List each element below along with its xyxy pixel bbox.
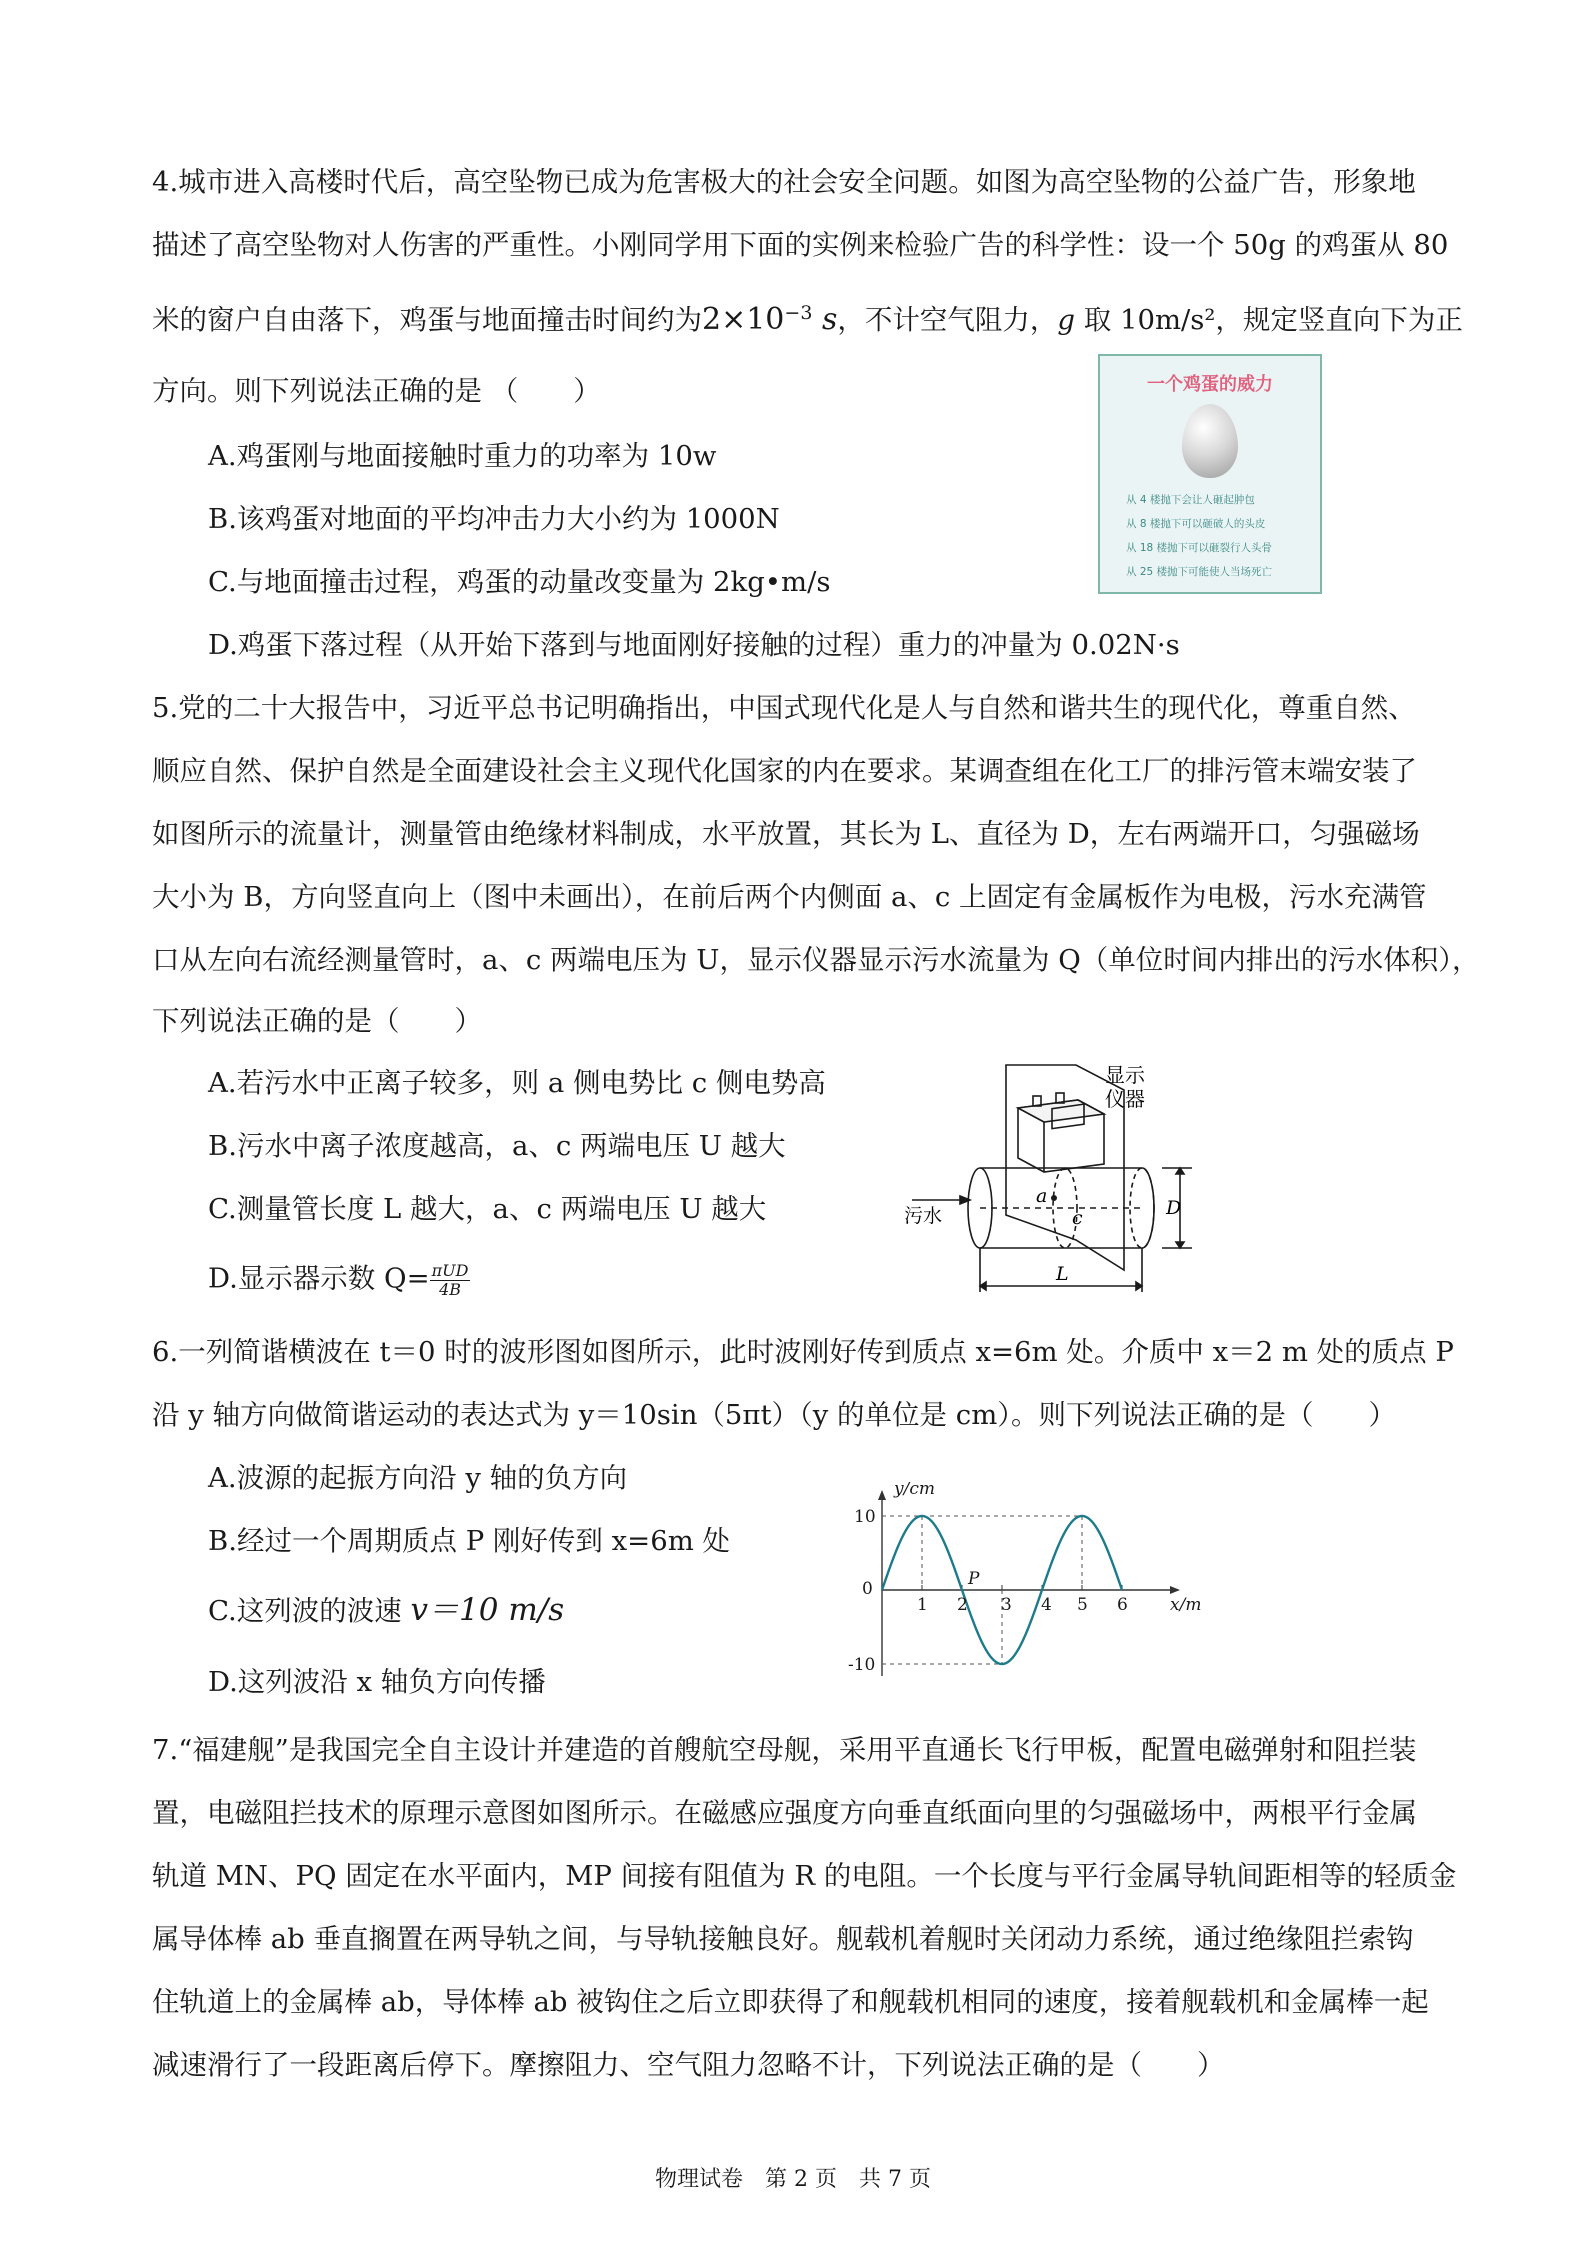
diameter-label: D (1166, 1197, 1182, 1219)
sewage-label: 污水 (904, 1205, 943, 1227)
q7-line-2: 置，电磁阻拦技术的原理示意图如图所示。在磁感应强度方向垂直纸面向里的匀强磁场中，两根平行金属 (152, 1797, 1417, 1829)
egg-icon (1182, 404, 1238, 478)
point-p-label: P (968, 1569, 980, 1589)
q5-line-6: 下列说法正确的是（ ） (152, 1005, 482, 1037)
y-axis-label: y/cm (894, 1482, 935, 1499)
q7-line-6: 减速滑行了一段距离后停下。摩擦阻力、空气阻力忽略不计，下列说法正确的是（ ） (152, 2049, 1225, 2081)
x-tick-label-2: 2 (957, 1595, 968, 1615)
q6-option-a: A.波源的起振方向沿 y 轴的负方向 (208, 1462, 628, 1494)
flowmeter-diagram (900, 1060, 1210, 1300)
q4-option-b: B.该鸡蛋对地面的平均冲击力大小约为 1000N (208, 503, 780, 535)
origin-label: 0 (862, 1579, 873, 1599)
q4-option-a: A.鸡蛋刚与地面接触时重力的功率为 10w (208, 440, 717, 472)
x-tick-label-6: 6 (1117, 1595, 1128, 1615)
x-tick-label-1: 1 (917, 1595, 928, 1615)
x-tick-label-5: 5 (1077, 1595, 1088, 1615)
q5-fraction: $\frac{\text{πUD}}{4B}$ (431, 1261, 469, 1299)
wave-chart (840, 1482, 1220, 1692)
poster-line-2: 从 8 楼抛下可以砸破人的头皮 (1126, 518, 1266, 530)
point-c-label: c (1072, 1207, 1083, 1229)
q6-option-c: C.这列波的波速 v＝10 m/s (208, 1592, 565, 1628)
q6-line-2: 沿 y 轴方向做简谐运动的表达式为 y＝10sin（5πt）（y 的单位是 cm）。则下列说法正确的是（ ） (152, 1399, 1397, 1431)
q7-line-3: 轨道 MN、PQ 固定在水平面内，MP 间接有阻值为 R 的电阻。一个长度与平行金属导轨间距相等的轻质金 (152, 1860, 1457, 1892)
point-a-label: a (1036, 1185, 1048, 1207)
poster-title: 一个鸡蛋的威力 (1147, 374, 1273, 395)
x-tick-label-3: 3 (1001, 1595, 1012, 1615)
q5-option-a: A.若污水中正离子较多，则 a 侧电势比 c 侧电势高 (208, 1067, 826, 1099)
y-tick-label-10: 10 (854, 1507, 876, 1527)
x-axis-label: x/m (1170, 1595, 1202, 1615)
q6-option-d: D.这列波沿 x 轴负方向传播 (208, 1666, 546, 1698)
q5-option-c: C.测量管长度 L 越大，a、c 两端电压 U 越大 (208, 1193, 767, 1225)
y-tick-label-minus-10: -10 (848, 1655, 876, 1675)
q4-line-2: 描述了高空坠物对人伤害的严重性。小刚同学用下面的实例来检验广告的科学性：设一个 50g 的鸡蛋从 80 (152, 229, 1449, 261)
x-tick-label-4: 4 (1041, 1595, 1052, 1615)
poster-line-3: 从 18 楼抛下可以砸裂行人头骨 (1126, 542, 1273, 554)
display-label-2: 仪器 (1105, 1087, 1145, 1111)
length-label: L (1056, 1263, 1069, 1285)
q7-line-4: 属导体棒 ab 垂直搁置在两导轨之间，与导轨接触良好。舰载机着舰时关闭动力系统，通过绝缘阻拦索钩 (152, 1923, 1414, 1955)
poster-line-1: 从 4 楼抛下会让人砸起肿包 (1126, 494, 1255, 506)
x-axis-arrow (1170, 1586, 1180, 1594)
q6-line-1: 6.一列简谐横波在 t＝0 时的波形图如图所示，此时波刚好传到质点 x=6m 处。介质中 x＝2 m 处的质点 P (152, 1336, 1454, 1368)
q4-option-c: C.与地面撞击过程，鸡蛋的动量改变量为 2kg•m/s (208, 566, 831, 598)
q4-option-d: D.鸡蛋下落过程（从开始下落到与地面刚好接触的过程）重力的冲量为 0.02N·s (208, 629, 1180, 661)
q5-option-b: B.污水中离子浓度越高，a、c 两端电压 U 越大 (208, 1130, 786, 1162)
q7-line-5: 住轨道上的金属棒 ab，导体棒 ab 被钩住之后立即获得了和舰载机相同的速度，接着舰载机和金属棒一起 (152, 1986, 1429, 2018)
q5-line-1: 5.党的二十大报告中，习近平总书记明确指出，中国式现代化是人与自然和谐共生的现代化，尊重自然、 (152, 692, 1416, 724)
egg-poster-image (1098, 354, 1322, 594)
q5-line-5: 口从左向右流经测量管时，a、c 两端电压为 U，显示仪器显示污水流量为 Q（单位时间内排出的污水体积）， (152, 944, 1480, 976)
q5-line-3: 如图所示的流量计，测量管由绝缘材料制成，水平放置，其长为 L、直径为 D，左右两端开口，匀强磁场 (152, 818, 1420, 850)
page-footer: 物理试卷 第 2 页 共 7 页 (655, 2167, 931, 2192)
q4-line-1: 4.城市进入高楼时代后，高空坠物已成为危害极大的社会安全问题。如图为高空坠物的公益广告，形象地 (152, 166, 1416, 198)
display-label-1: 显示 (1105, 1063, 1145, 1087)
q5-line-2: 顺应自然、保护自然是全面建设社会主义现代化国家的内在要求。某调查组在化工厂的排污管末端安装了 (152, 755, 1417, 787)
poster-line-4: 从 25 楼抛下可能使人当场死亡 (1126, 566, 1273, 578)
q5-line-4: 大小为 B，方向竖直向上（图中未画出），在前后两个内侧面 a、c 上固定有金属板作为电极，污水充满管 (152, 881, 1427, 913)
q4-line-4: 方向。则下列说法正确的是 （ ） (152, 375, 601, 407)
q5-option-d: D.显示器示数 Q= $\frac{\text{πUD}}{4B}$ (208, 1261, 469, 1299)
q4-line-3: 米的窗户自由落下，鸡蛋与地面撞击时间约为$2\times 10^{-3}$ s，不计空气阻力，g 取 10m/s²，规定竖直向下为正 (152, 302, 1463, 338)
y-axis-arrow (878, 1490, 886, 1500)
q6-option-b: B.经过一个周期质点 P 刚好传到 x=6m 处 (208, 1525, 731, 1557)
q7-line-1: 7.“福建舰”是我国完全自主设计并建造的首艘航空母舰，采用平直通长飞行甲板，配置电磁弹射和阻拦装 (152, 1734, 1417, 1766)
